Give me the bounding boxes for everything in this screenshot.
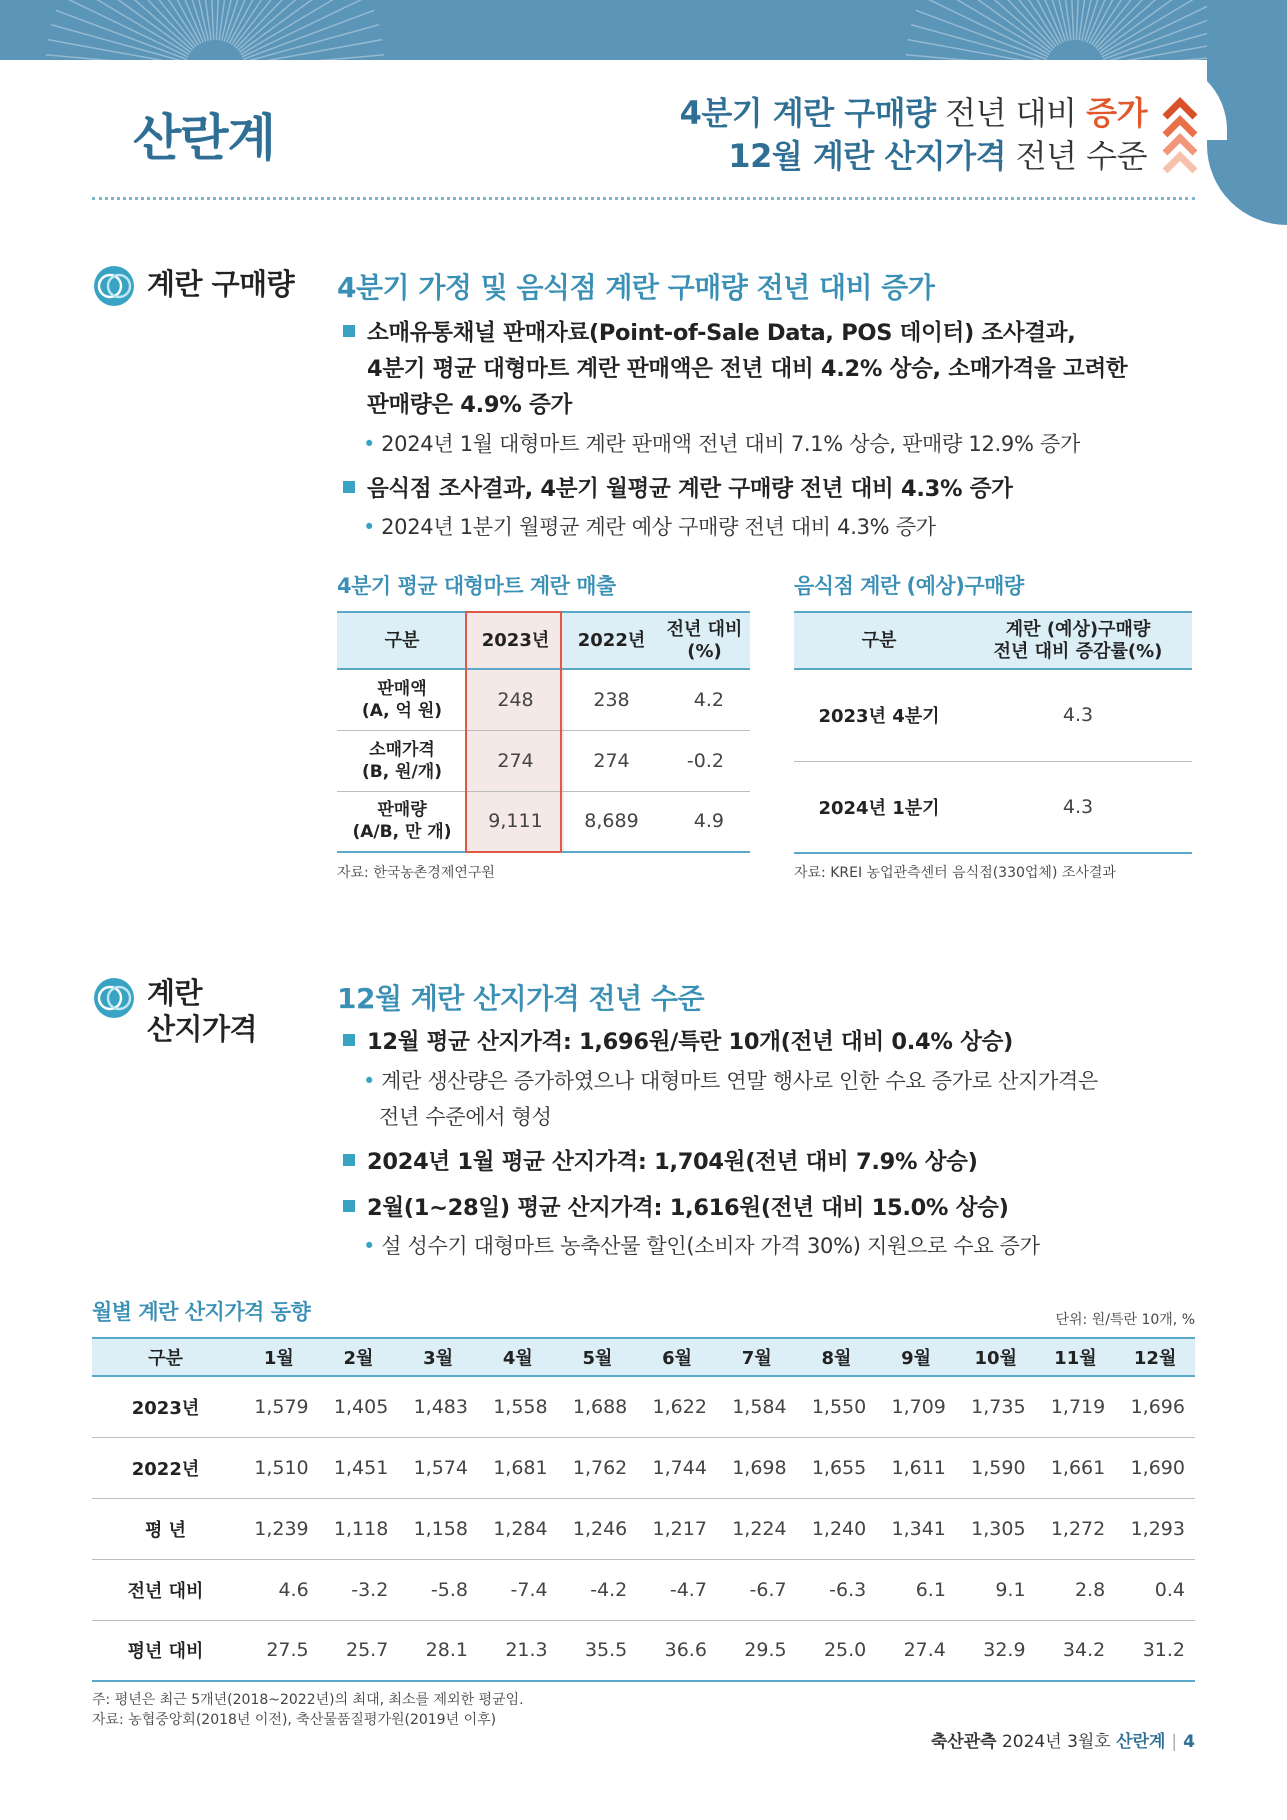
- bullet-dot-icon: •: [363, 1069, 376, 1093]
- starburst-decoration: [0, 0, 1287, 60]
- bullet-item: [343, 471, 1013, 507]
- column-header: 8월: [797, 1338, 877, 1376]
- column-header: [659, 612, 750, 669]
- table-cell: 36.6: [637, 1620, 717, 1681]
- headline-line-1: [680, 92, 1147, 135]
- table-cell: 25.7: [319, 1620, 399, 1681]
- starburst-ray: [1084, 0, 1127, 41]
- table-cell: 1,272: [1036, 1498, 1116, 1559]
- sub-bullet-text: 2024년 1분기 월평균 계란 예상 구매량 전년 대비 4.3% 증가: [381, 515, 936, 539]
- chevron-up-stack-icon: [1162, 95, 1198, 173]
- bullet-text: 2월(1~28일) 평균 산지가격: 1,616원(전년 대비 15.0% 상승): [367, 1195, 1009, 1221]
- table-cell: -4.2: [558, 1559, 638, 1620]
- bullet-text: 2024년 1월 평균 산지가격: 1,704원(전년 대비 7.9% 상승): [367, 1149, 978, 1175]
- table-cell: 238: [564, 669, 659, 730]
- header-line: 전년 대비 증감률(%): [993, 640, 1163, 662]
- table-title: 월별 계란 산지가격 동향: [92, 1300, 311, 1324]
- starburst-ray: [242, 0, 368, 57]
- bullet-text: 판매량은 4.9% 증가: [367, 392, 572, 418]
- table-unit: 단위: 원/특란 10개, %: [1055, 1312, 1195, 1328]
- bullet-dot-icon: •: [363, 432, 376, 456]
- table-cell: 1,246: [558, 1498, 638, 1559]
- column-header: 3월: [398, 1338, 478, 1376]
- starburst-ray: [911, 25, 1046, 60]
- table-cell: 1,118: [319, 1498, 399, 1559]
- bullet-square-icon: [343, 325, 355, 337]
- table-cell: 1,735: [956, 1376, 1036, 1437]
- column-header: 5월: [558, 1338, 638, 1376]
- header-divider: [92, 197, 1195, 200]
- table-cell: 1,661: [1036, 1437, 1116, 1498]
- starburst-ray: [134, 0, 200, 44]
- table-cell: 1,510: [239, 1437, 319, 1498]
- sub-bullet-item: [363, 1063, 1098, 1135]
- table-cell: 1,483: [398, 1376, 478, 1437]
- table-cell: 21.3: [478, 1620, 558, 1681]
- table-cell: 4.6: [239, 1559, 319, 1620]
- headline-emphasis: 4분기 계란 구매량: [679, 94, 936, 132]
- table-cell: 1,762: [558, 1437, 638, 1498]
- column-header: [964, 612, 1192, 669]
- bullet-text: 음식점 조사결과, 4분기 월평균 계란 구매량 전년 대비 4.3% 증가: [367, 476, 1013, 502]
- table-cell: -6.7: [717, 1559, 797, 1620]
- starburst-ray: [62, 0, 188, 57]
- row-label: 평 년: [92, 1498, 239, 1559]
- table-cell: 1,224: [717, 1498, 797, 1559]
- sub-bullet-item: [363, 1228, 1040, 1264]
- bullet-item: [343, 1190, 1009, 1226]
- section-title: [147, 975, 257, 1047]
- table-source: 자료: KREI 농업관측센터 음식점(330업체) 조사결과: [794, 865, 1116, 881]
- section-title: 계란 구매량: [147, 267, 295, 301]
- bullet-square-icon: [343, 481, 355, 493]
- table-cell: 1,690: [1115, 1437, 1195, 1498]
- row-label-line: (B, 원/개): [362, 761, 442, 782]
- table-cell: 274: [564, 730, 659, 791]
- footer-issue: 2024년 3월호: [996, 1732, 1117, 1752]
- headline-increase: 증가: [1086, 94, 1147, 132]
- table-cell: 0.4: [1115, 1559, 1195, 1620]
- table-cell: 4.3: [964, 669, 1192, 761]
- table-cell: 1,240: [797, 1498, 877, 1559]
- table-cell: -6.3: [797, 1559, 877, 1620]
- page-footer: [931, 1727, 1195, 1752]
- footer-separator: |: [1171, 1732, 1178, 1752]
- table-cell: 1,709: [876, 1376, 956, 1437]
- bullet-item: [343, 1024, 1013, 1060]
- table-cell: -7.4: [478, 1559, 558, 1620]
- row-label-line: (A, 억 원): [361, 700, 443, 721]
- page-category-title: 산란계: [133, 109, 275, 167]
- table-cell: 1,284: [478, 1498, 558, 1559]
- table-cell: 1,305: [956, 1498, 1036, 1559]
- row-label-line: 소매가격: [369, 739, 435, 760]
- table-cell: 2.8: [1036, 1559, 1116, 1620]
- table-notes: [92, 1690, 524, 1730]
- bullet-text: 4분기 평균 대형마트 계란 판매액은 전년 대비 4.2% 상승, 소매가격을 고려한: [367, 356, 1128, 382]
- starburst-ray: [1089, 0, 1155, 44]
- table-cell: 1,405: [319, 1376, 399, 1437]
- table-row: [92, 1437, 1195, 1498]
- table-cell: 34.2: [1036, 1620, 1116, 1681]
- table-title: 음식점 계란 (예상)구매량: [794, 574, 1024, 598]
- column-header: 10월: [956, 1338, 1036, 1376]
- sub-bullet-text: 전년 수준에서 형성: [379, 1105, 552, 1129]
- column-header: 2월: [319, 1338, 399, 1376]
- table-cell: -0.2: [659, 730, 750, 791]
- table-cell: 4.9: [659, 791, 750, 852]
- table-cell: 27.4: [876, 1620, 956, 1681]
- section-title-line: 계란: [147, 976, 203, 1010]
- sub-bullet-item: [363, 509, 936, 545]
- section-subheading: 4분기 가정 및 음식점 계란 구매량 전년 대비 증가: [337, 271, 935, 304]
- table-cell: 1,696: [1115, 1376, 1195, 1437]
- headline-text: 전년 수준: [1006, 137, 1147, 175]
- row-label: 전년 대비: [92, 1559, 239, 1620]
- table-row: [794, 669, 1192, 761]
- column-header: 2022년: [564, 612, 659, 669]
- overlapping-circles-icon: [92, 264, 136, 308]
- headline-emphasis: 12월 계란 산지가격: [728, 137, 1006, 175]
- table-cell: 1,217: [637, 1498, 717, 1559]
- table-cell: 1,611: [876, 1437, 956, 1498]
- row-label-line: 판매액: [377, 678, 427, 699]
- row-label: 2023년 4분기: [794, 669, 964, 761]
- section-subheading: 12월 계란 산지가격 전년 수준: [337, 982, 704, 1015]
- bullet-dot-icon: •: [363, 1234, 376, 1258]
- table-cell: 1,584: [717, 1376, 797, 1437]
- table-cell: 274: [467, 730, 564, 791]
- table-row: [92, 1620, 1195, 1681]
- row-label: [337, 791, 467, 852]
- table-cell: 28.1: [398, 1620, 478, 1681]
- column-header: 1월: [239, 1338, 319, 1376]
- table-cell: 4.2: [659, 669, 750, 730]
- column-header: 구분: [92, 1338, 239, 1376]
- table-cell: 8,689: [564, 791, 659, 852]
- column-header: 9월: [876, 1338, 956, 1376]
- footer-publication: 축산관측: [930, 1732, 997, 1752]
- column-header: 11월: [1036, 1338, 1116, 1376]
- sub-bullet-text: 설 성수기 대형마트 농축산물 할인(소비자 가격 30%) 지원으로 수요 증가: [381, 1234, 1040, 1258]
- table-cell: 1,719: [1036, 1376, 1116, 1437]
- table-source: 자료: 농협중앙회(2018년 이전), 축산물품질평가원(2019년 이후): [92, 1712, 497, 1728]
- table-cell: 1,558: [478, 1376, 558, 1437]
- column-header: 4월: [478, 1338, 558, 1376]
- row-label: [337, 669, 467, 730]
- bullet-square-icon: [343, 1200, 355, 1212]
- row-label: 2024년 1분기: [794, 761, 964, 853]
- monthly-price-table: [92, 1337, 1195, 1682]
- bullet-square-icon: [343, 1034, 355, 1046]
- table-cell: 1,158: [398, 1498, 478, 1559]
- page-number: 4: [1183, 1732, 1195, 1752]
- bullet-item: [343, 315, 1127, 423]
- table-cell: 35.5: [558, 1620, 638, 1681]
- page-headline: [680, 92, 1147, 178]
- table-header-row: [794, 612, 1192, 669]
- table-cell: 1,698: [717, 1437, 797, 1498]
- table-cell: 27.5: [239, 1620, 319, 1681]
- table-cell: 1,622: [637, 1376, 717, 1437]
- column-header: 구분: [337, 612, 467, 669]
- starburst-ray: [224, 0, 267, 41]
- table-title: 4분기 평균 대형마트 계란 매출: [337, 574, 616, 598]
- headline-text: 전년 대비: [935, 94, 1087, 132]
- bullet-text: 12월 평균 산지가격: 1,696원/특란 10개(전년 대비 0.4% 상승): [367, 1029, 1014, 1055]
- starburst-ray: [162, 0, 205, 41]
- header-band: [0, 0, 1287, 60]
- header-line: 전년 대비: [666, 618, 743, 640]
- table-cell: 9.1: [956, 1559, 1036, 1620]
- table-cell: 9,111: [467, 791, 564, 852]
- table-cell: 32.9: [956, 1620, 1036, 1681]
- starburst-ray: [1022, 0, 1065, 41]
- table-cell: 1,655: [797, 1437, 877, 1498]
- sub-bullet-text: 계란 생산량은 증가하였으나 대형마트 연말 행사로 인한 수요 증가로 산지가격은: [381, 1069, 1099, 1093]
- table-cell: 1,579: [239, 1376, 319, 1437]
- row-label-line: 판매량: [377, 800, 427, 821]
- restaurant-purchase-table: [794, 611, 1192, 854]
- overlapping-circles-icon: [92, 976, 136, 1020]
- starburst-ray: [51, 25, 186, 60]
- table-note: 주: 평년은 최근 5개년(2018~2022년)의 최대, 최소를 제외한 평균임.: [92, 1692, 524, 1708]
- table-cell: 4.3: [964, 761, 1192, 853]
- table-cell: -3.2: [319, 1559, 399, 1620]
- table-row: [92, 1376, 1195, 1437]
- row-label: 2023년: [92, 1376, 239, 1437]
- table-cell: 1,550: [797, 1376, 877, 1437]
- row-label: [337, 730, 467, 791]
- table-cell: -4.7: [637, 1559, 717, 1620]
- table-source: 자료: 한국농촌경제연구원: [337, 865, 495, 881]
- bullet-text: 소매유통채널 판매자료(Point-of-Sale Data, POS 데이터) 조사결과,: [367, 320, 1076, 346]
- table-cell: 1,293: [1115, 1498, 1195, 1559]
- table-cell: 1,744: [637, 1437, 717, 1498]
- table-cell: 6.1: [876, 1559, 956, 1620]
- section-title-line: 산지가격: [147, 1012, 258, 1046]
- table-header-row: [92, 1338, 1195, 1376]
- starburst-ray: [229, 0, 295, 44]
- row-label: 2022년: [92, 1437, 239, 1498]
- table-cell: -5.8: [398, 1559, 478, 1620]
- table-cell: 1,574: [398, 1437, 478, 1498]
- table-cell: 1,341: [876, 1498, 956, 1559]
- sub-bullet-item: [363, 426, 1080, 462]
- starburst-ray: [994, 0, 1060, 44]
- starburst-ray: [244, 25, 379, 60]
- row-label: 평년 대비: [92, 1620, 239, 1681]
- table-row: [92, 1559, 1195, 1620]
- sub-bullet-text: 2024년 1월 대형마트 계란 판매액 전년 대비 7.1% 상승, 판매량 12.9% 증가: [381, 432, 1080, 456]
- table-row: [794, 761, 1192, 853]
- headline-line-2: [680, 135, 1147, 178]
- header-line: 계란 (예상)구매량: [1005, 618, 1151, 640]
- column-header: 구분: [794, 612, 964, 669]
- starburst-ray: [922, 0, 1048, 57]
- table-cell: 248: [467, 669, 564, 730]
- table-cell: 1,681: [478, 1437, 558, 1498]
- row-label-line: (A/B, 만 개): [352, 822, 452, 843]
- bullet-square-icon: [343, 1154, 355, 1166]
- footer-category: 산란계: [1116, 1732, 1166, 1752]
- table-cell: 31.2: [1115, 1620, 1195, 1681]
- bullet-dot-icon: •: [363, 515, 376, 539]
- highlight-2023-column: [465, 611, 562, 853]
- header-line: (%): [687, 640, 722, 662]
- column-header: 12월: [1115, 1338, 1195, 1376]
- table-cell: 1,451: [319, 1437, 399, 1498]
- bullet-item: [343, 1144, 978, 1180]
- table-cell: 1,590: [956, 1437, 1036, 1498]
- table-cell: 25.0: [797, 1620, 877, 1681]
- column-header: 7월: [717, 1338, 797, 1376]
- table-cell: 1,239: [239, 1498, 319, 1559]
- column-header: 6월: [637, 1338, 717, 1376]
- column-header: 2023년: [467, 612, 564, 669]
- table-cell: 29.5: [717, 1620, 797, 1681]
- table-row: [92, 1498, 1195, 1559]
- table-cell: 1,688: [558, 1376, 638, 1437]
